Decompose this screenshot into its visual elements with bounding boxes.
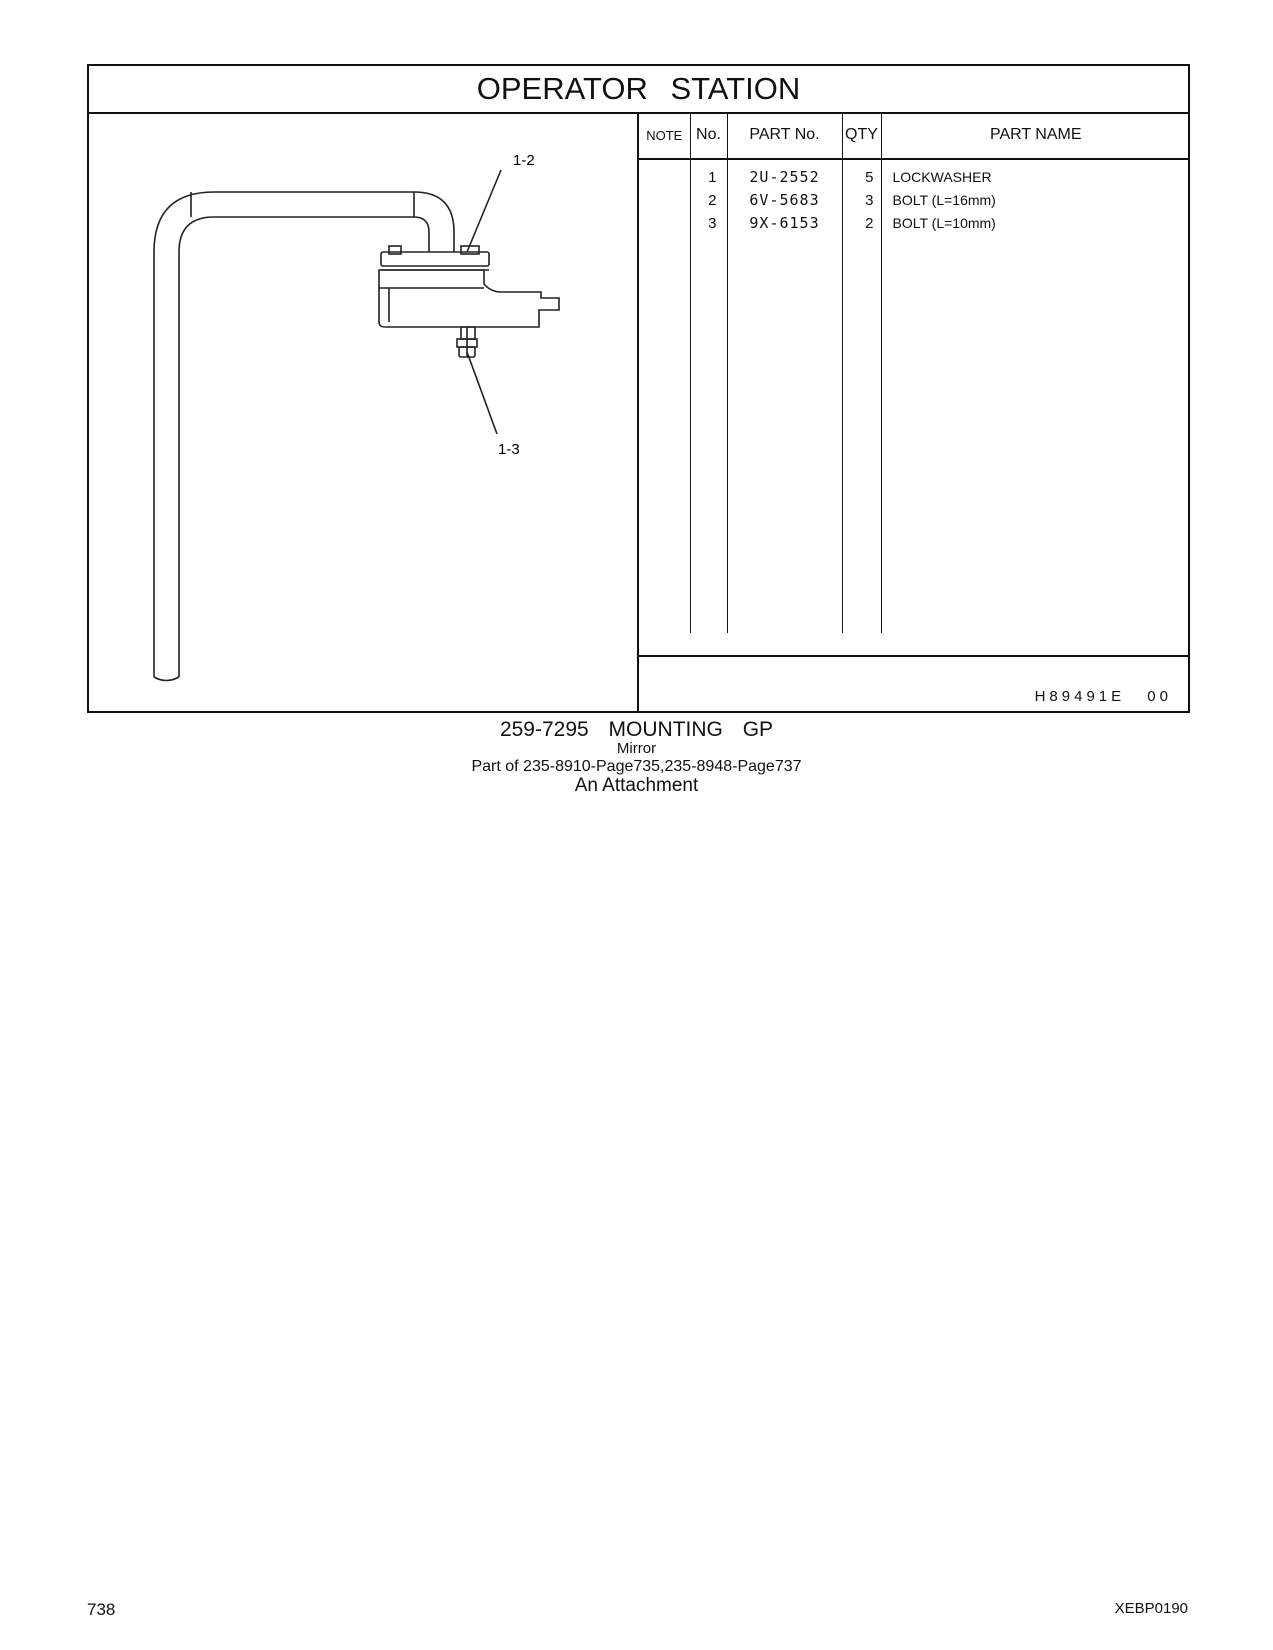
mirror-tube-inner <box>179 217 429 677</box>
part-name-cell: BOLT (L=16mm) <box>892 192 996 208</box>
note-cell <box>639 166 690 189</box>
item-no-cell: 1 <box>708 169 717 186</box>
qty-cell: 5 <box>865 169 874 186</box>
section-title-bar <box>89 66 1188 114</box>
parts-table <box>639 112 1190 633</box>
group-part-of: Part of 235-8910-Page735,235-8948-Page737 <box>471 758 802 775</box>
item-no-cell: 2 <box>708 192 717 209</box>
qty-column <box>842 159 881 633</box>
note-column <box>639 159 690 633</box>
parts-table-area <box>639 112 1188 713</box>
parts-frame <box>87 64 1190 713</box>
note-cell <box>639 212 690 235</box>
group-attachment-note: An Attachment <box>574 775 699 796</box>
callout-1-2: 1-2 <box>513 152 535 169</box>
document-code: XEBP0190 <box>1114 1600 1188 1617</box>
part-name-column <box>881 159 1190 633</box>
table-body <box>639 159 1190 633</box>
table-header-row <box>639 112 1190 159</box>
header-part-no: PART No. <box>727 112 842 159</box>
qty-cell: 3 <box>865 192 874 209</box>
qty-cell: 2 <box>865 215 874 232</box>
illustration-ref-code: H89491E 00 <box>1034 688 1172 705</box>
leader-1-2 <box>467 170 501 252</box>
part-no-cell: 6V-5683 <box>749 191 820 209</box>
note-cell <box>639 189 690 212</box>
leader-1-3 <box>467 352 497 434</box>
item-no-cell: 3 <box>708 215 717 232</box>
header-note: NOTE <box>639 112 690 159</box>
part-name-cell: BOLT (L=10mm) <box>892 215 996 231</box>
callout-1-3: 1-3 <box>498 441 520 458</box>
header-part-name: PART NAME <box>881 112 1190 159</box>
mirror-tube-outer <box>154 192 454 677</box>
header-qty: QTY <box>842 112 881 159</box>
header-no: No. <box>690 112 727 159</box>
part-no-column <box>727 159 842 633</box>
parts-illustration <box>89 112 639 713</box>
page-number: 738 <box>87 1600 116 1619</box>
group-subtitle: Mirror <box>616 740 657 757</box>
bracket-body <box>379 270 559 327</box>
table-footer-box <box>639 655 1188 715</box>
mounting-drawing <box>89 112 637 713</box>
part-no-cell: 2U-2552 <box>749 168 820 186</box>
part-no-cell: 9X-6153 <box>749 214 820 232</box>
no-column <box>690 159 727 633</box>
section-title: OPERATOR STATION <box>476 71 801 106</box>
group-title: 259-7295 MOUNTING GP <box>499 718 774 741</box>
part-name-cell: LOCKWASHER <box>892 169 992 185</box>
